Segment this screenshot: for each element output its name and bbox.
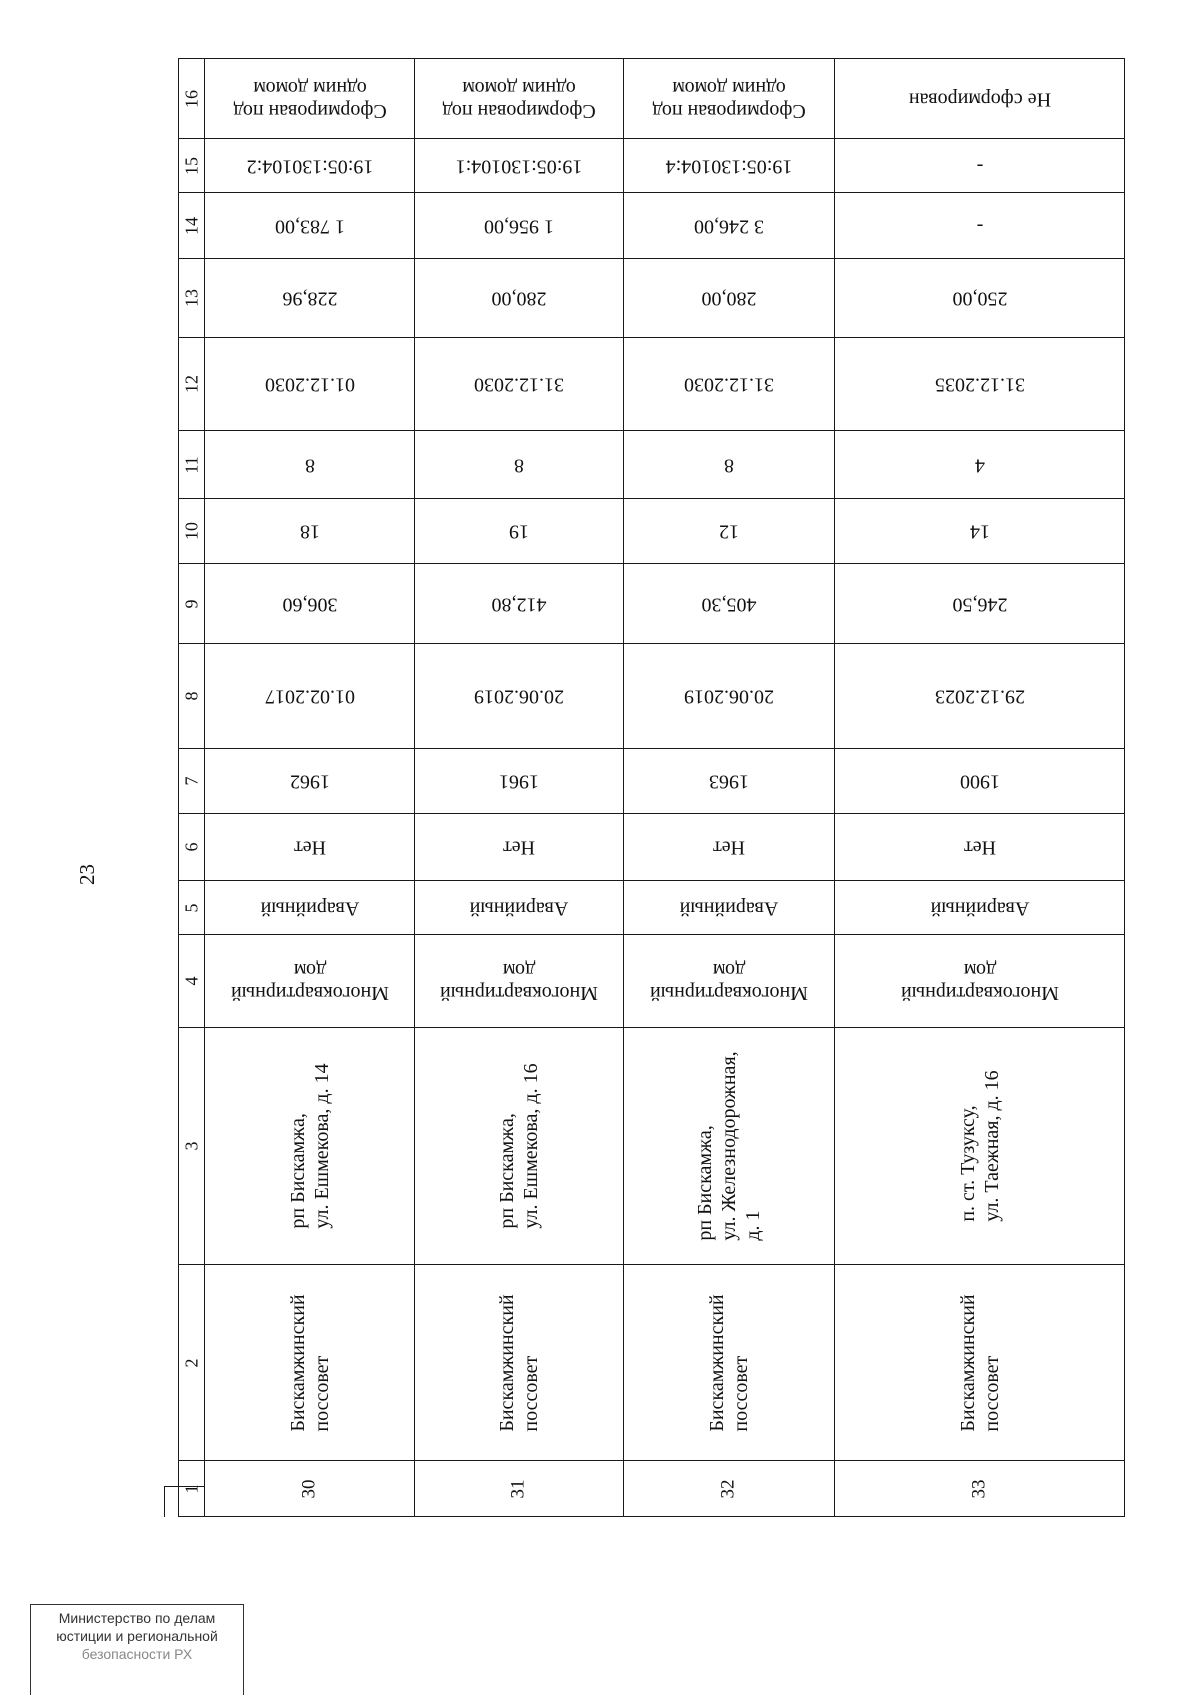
table-cell [414, 498, 624, 564]
cell-text-field-14: 3 246,00 [694, 215, 764, 237]
cell-text-field-12: 01.12.2030 [264, 373, 355, 396]
cell-text-field-5: Аварийный [930, 897, 1029, 919]
cell-text-field-11: 4 [974, 454, 985, 476]
table-cell [414, 748, 624, 814]
column-number-cell [178, 337, 205, 431]
table-cell [414, 563, 624, 644]
table-cell [414, 1027, 624, 1265]
cell-text-field-2: Бискамжинский поссовет [706, 1293, 752, 1432]
table-cell [623, 498, 835, 564]
column-number: 5 [181, 903, 201, 912]
table-cell [414, 934, 624, 1028]
table-cell [834, 934, 1125, 1028]
cell-text-field-7: 1900 [959, 770, 1000, 793]
cell-text-field-11: 8 [514, 454, 524, 476]
column-number-cell [178, 934, 205, 1028]
cell-text-field-16: Не сформирован [908, 88, 1051, 110]
cell-text-field-10: 12 [719, 520, 739, 543]
table-cell [623, 748, 835, 814]
cell-text-field-9: 412,80 [491, 593, 547, 615]
stamp-line-3: безопасности РХ [81, 1646, 193, 1662]
column-number: 1 [181, 1484, 201, 1493]
table-cell [204, 748, 415, 814]
cell-text-field-7: 1962 [289, 770, 330, 793]
table-cell [414, 430, 624, 499]
cell-text-field-6: Нет [293, 836, 326, 859]
table-cell [623, 1460, 835, 1517]
cell-text-field-15: 19:05:130104:4 [665, 155, 793, 177]
cell-text-field-11: 8 [304, 454, 315, 476]
table-cell [623, 813, 835, 881]
cell-text-field-11: 8 [724, 454, 734, 476]
table-cell [414, 1264, 624, 1461]
cell-text-field-10: 14 [969, 520, 990, 543]
table-cell [623, 258, 835, 338]
cell-text-field-6: Нет [712, 836, 746, 859]
table-cell [623, 192, 835, 259]
cell-text-field-6: Нет [502, 836, 536, 859]
cell-text-field-1: 31 [507, 1479, 529, 1498]
stamp-line-1: Министерство по делам [58, 1610, 216, 1626]
cell-text-field-8: 20.06.2019 [474, 685, 564, 708]
table-cell [204, 498, 415, 564]
cell-text-field-8: 01.02.2017 [264, 685, 355, 708]
table-cell [834, 498, 1125, 564]
table-cell [623, 430, 835, 499]
cell-text-field-4: Многоквартирный дом [440, 959, 598, 1004]
table-cell [414, 1460, 624, 1517]
cell-text-field-8: 29.12.2023 [934, 685, 1025, 708]
column-number: 16 [181, 89, 201, 108]
table-cell [834, 563, 1125, 644]
table-cell [623, 337, 835, 431]
cell-text-field-8: 20.06.2019 [684, 685, 774, 708]
table-cell [623, 1264, 835, 1461]
column-number: 15 [181, 156, 201, 175]
table-cell [414, 192, 624, 259]
registration-stamp [30, 1604, 244, 1695]
column-number-cell [178, 58, 205, 139]
table-cell [834, 430, 1125, 499]
column-number-cell [178, 430, 205, 499]
table-cell [204, 1027, 415, 1265]
cell-text-field-9: 246,50 [952, 593, 1007, 615]
table-cell [204, 192, 415, 259]
cell-text-field-4: Многоквартирный дом [900, 959, 1059, 1004]
cell-text-field-14: - [976, 215, 983, 237]
cell-text-field-12: 31.12.2030 [684, 373, 774, 396]
table-cell [204, 643, 415, 749]
table-cell [204, 337, 415, 431]
cell-text-field-15: - [976, 155, 983, 177]
cell-text-field-15: 19:05:130104:2 [246, 155, 373, 177]
column-number: 9 [181, 599, 201, 608]
table-cell [834, 813, 1125, 881]
column-number-cell [178, 138, 205, 193]
table-cell [414, 337, 624, 431]
column-number-cell [178, 1264, 205, 1461]
table-cell [204, 934, 415, 1028]
stamp-line-2: юстиции и региональной [56, 1628, 218, 1644]
table-cell [834, 192, 1125, 259]
table-cell [414, 880, 624, 935]
column-number-cell [178, 748, 205, 814]
table-cell [204, 813, 415, 881]
column-number-cell [178, 563, 205, 644]
column-number: 3 [181, 1141, 201, 1151]
cell-text-field-16: Сформирован под одним домом [442, 76, 596, 122]
table-cell [204, 430, 415, 499]
cell-text-field-7: 1961 [499, 770, 539, 793]
cell-text-field-4: Многоквартирный дом [230, 959, 389, 1004]
table-cell [204, 58, 415, 139]
cell-text-field-13: 228,96 [282, 287, 337, 310]
table-cell [834, 258, 1125, 338]
cell-text-field-9: 405,30 [701, 593, 757, 615]
column-number: 12 [181, 375, 201, 393]
table-cell [834, 880, 1125, 935]
table-cell [414, 138, 624, 193]
cell-text-field-12: 31.12.2030 [474, 373, 564, 396]
cell-text-field-10: 18 [299, 520, 320, 543]
column-number-cell [178, 192, 205, 259]
cell-text-field-5: Аварийный [469, 897, 569, 919]
header-stub [164, 1486, 205, 1517]
table-cell [834, 138, 1125, 193]
cell-text-field-16: Сформирован под одним домом [232, 76, 387, 122]
cell-text-field-10: 19 [509, 520, 529, 543]
cell-text-field-3: рп Бискамжа, ул. Железнодорожная, д. 1 [694, 1051, 764, 1241]
column-number-cell [178, 1027, 205, 1265]
column-number: 14 [181, 216, 201, 235]
cell-text-field-14: 1 783,00 [274, 215, 345, 237]
column-number-cell [178, 643, 205, 749]
table-cell [414, 643, 624, 749]
table-cell [204, 1264, 415, 1461]
cell-text-field-15: 19:05:130104:1 [455, 155, 583, 177]
column-number: 6 [181, 842, 201, 852]
table-cell [834, 337, 1125, 431]
table-cell [623, 58, 835, 139]
table-cell [414, 258, 624, 338]
table-cell [834, 58, 1125, 139]
cell-text-field-3: рп Бискамжа, ул. Ешмекова, д. 16 [496, 1063, 542, 1229]
table-cell [834, 1460, 1125, 1517]
cell-text-field-2: Бискамжинский поссовет [496, 1293, 542, 1432]
cell-text-field-6: Нет [963, 836, 996, 859]
cell-text-field-2: Бискамжинский поссовет [286, 1293, 333, 1432]
cell-text-field-7: 1963 [709, 770, 749, 793]
column-number-cell [178, 258, 205, 338]
table-cell [623, 934, 835, 1028]
table-cell [204, 138, 415, 193]
table-cell [623, 563, 835, 644]
cell-text-field-2: Бискамжинский поссовет [956, 1293, 1003, 1432]
table-cell [834, 643, 1125, 749]
table-cell [414, 813, 624, 881]
table-cell [414, 58, 624, 139]
table-cell [834, 748, 1125, 814]
cell-text-field-12: 31.12.2035 [934, 373, 1025, 396]
table-cell [623, 643, 835, 749]
cell-text-field-1: 30 [298, 1479, 320, 1498]
cell-text-field-13: 280,00 [491, 287, 547, 310]
table-cell [204, 563, 415, 644]
column-number-cell [178, 880, 205, 935]
table-cell [834, 1264, 1125, 1461]
cell-text-field-3: п. ст. Тузуксу, ул. Таежная, д. 16 [956, 1070, 1003, 1222]
register-table [178, 58, 1124, 1640]
cell-text-field-9: 306,60 [282, 593, 337, 615]
cell-text-field-13: 250,00 [952, 287, 1007, 310]
column-number: 10 [181, 522, 201, 540]
cell-text-field-3: рп Бискамжа, ул. Ешмекова, д. 14 [286, 1063, 333, 1229]
table-cell [623, 1027, 835, 1265]
table-cell [623, 138, 835, 193]
column-number-cell [178, 813, 205, 881]
column-number: 13 [181, 289, 201, 307]
column-number-cell [178, 498, 205, 564]
cell-text-field-13: 280,00 [701, 287, 757, 310]
column-number: 4 [181, 976, 201, 986]
cell-text-field-4: Многоквартирный дом [650, 959, 808, 1004]
table-cell [204, 880, 415, 935]
table-cell [204, 1460, 415, 1517]
column-number: 11 [181, 455, 201, 474]
column-number: 7 [181, 776, 201, 786]
table-cell [834, 1027, 1125, 1265]
cell-text-field-1: 33 [968, 1479, 990, 1498]
table-cell [623, 880, 835, 935]
cell-text-field-16: Сформирован под одним домом [652, 76, 806, 122]
cell-text-field-1: 32 [717, 1479, 739, 1498]
column-number: 2 [181, 1358, 201, 1367]
cell-text-field-14: 1 956,00 [484, 215, 554, 237]
page-number: 23 [75, 864, 99, 885]
table-cell [204, 258, 415, 338]
cell-text-field-5: Аварийный [679, 897, 779, 919]
cell-text-field-5: Аварийный [260, 897, 359, 919]
column-number: 8 [181, 691, 201, 701]
